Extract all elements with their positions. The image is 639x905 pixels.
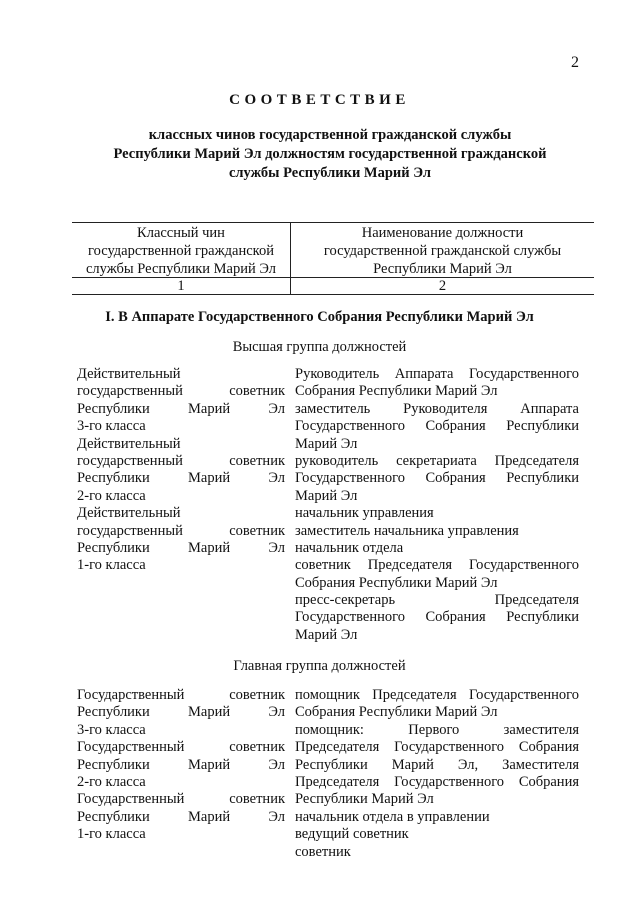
header-col2-line: Наименование должности	[361, 225, 524, 241]
rank-line: 3-го класса	[77, 418, 146, 435]
position-line: начальник отдела	[295, 539, 404, 556]
rank-line: Республики Марий Эл	[77, 756, 285, 773]
position-line: Собрания Республики Марий Эл	[295, 574, 498, 591]
position-line: Марий Эл	[295, 435, 358, 452]
position-line: заместитель Руководителя Аппарата	[295, 400, 579, 417]
group-title-higher: Высшая группа должностей	[232, 339, 407, 355]
rank-line: Республики Марий Эл	[77, 470, 285, 487]
position-line: Председателя Государственного Собрания	[295, 739, 579, 756]
rank-line: Действительный	[77, 366, 181, 382]
rank-line: Государственный советник	[77, 791, 285, 808]
header-col1-line: государственной гражданской	[88, 243, 274, 259]
position-line: помощник Председателя Государственного	[295, 687, 579, 703]
position-line: Государственного Собрания Республики	[295, 470, 579, 487]
section-title: I. В Аппарате Государственного Собрания Республики Марий Эл	[105, 309, 534, 325]
position-line: помощник: Первого заместителя	[295, 721, 579, 738]
header-col2-line: Республики Марий Эл	[373, 261, 512, 277]
header-col1-line: службы Республики Марий Эл	[85, 261, 276, 277]
rank-line: государственный советник	[77, 522, 285, 539]
rank-line: государственный советник	[77, 383, 285, 400]
position-line: Собрания Республики Марий Эл	[295, 383, 498, 400]
rank-line: 1-го класса	[77, 826, 146, 843]
rank-line: 2-го класса	[77, 773, 146, 790]
header-col2-number: 2	[438, 278, 447, 294]
document-title: СООТВЕТСТВИЕ	[229, 92, 410, 108]
group-title-main: Главная группа должностей	[233, 658, 406, 674]
table-bottom-border	[72, 294, 594, 295]
header-col2-line: государственной гражданской службы	[323, 243, 562, 259]
header-col1	[72, 224, 290, 278]
rank-line: государственный советник	[77, 452, 285, 469]
header-col2	[291, 224, 594, 278]
position-line: советник Председателя Государственного	[295, 557, 579, 574]
header-col1-line: Классный чин	[137, 225, 225, 241]
document-subtitle	[60, 126, 600, 183]
position-line: пресс-секретарь Председателя	[295, 592, 579, 609]
rank-line: 1-го класса	[77, 557, 146, 574]
position-line: заместитель начальника управления	[295, 522, 519, 539]
rank-line: Государственный советник	[77, 739, 285, 756]
position-line: начальник отдела в управлении	[295, 808, 490, 825]
rank-line: Действительный	[77, 505, 181, 522]
group-higher-right-column	[295, 366, 579, 644]
position-line: Марий Эл	[295, 626, 358, 643]
rank-line: Республики Марий Эл	[77, 808, 285, 825]
subtitle-line: службы Республики Марий Эл	[228, 165, 432, 181]
group-main-right-column	[295, 687, 579, 861]
rank-line: Государственный советник	[77, 687, 285, 703]
rank-line: Республики Марий Эл	[77, 539, 285, 556]
rank-line: 3-го класса	[77, 721, 146, 738]
position-line: Марий Эл	[295, 487, 358, 504]
position-line: Председателя Государственного Собрания	[295, 773, 579, 790]
rank-line: Действительный	[77, 435, 181, 452]
position-line: руководитель секретариата Председателя	[295, 452, 579, 469]
position-line: советник	[295, 843, 351, 860]
rank-line: 2-го класса	[77, 487, 146, 504]
header-col1-number: 1	[177, 278, 185, 294]
position-line: ведущий советник	[295, 826, 409, 843]
position-line: Собрания Республики Марий Эл	[295, 704, 498, 721]
group-higher-left-column	[77, 366, 285, 575]
position-line: Республики Марий Эл, Заместителя	[295, 756, 579, 773]
position-line: Руководитель Аппарата Государственного	[295, 366, 579, 382]
subtitle-line: Республики Марий Эл должностям государственной гражданской	[113, 146, 547, 162]
position-line: начальник управления	[295, 505, 434, 522]
rank-line: Республики Марий Эл	[77, 704, 285, 721]
rank-line: Республики Марий Эл	[77, 400, 285, 417]
group-main-left-column	[77, 687, 285, 844]
position-line: Республики Марий Эл	[295, 791, 434, 808]
position-line: Государственного Собрания Республики	[295, 418, 579, 435]
page-number: 2	[571, 54, 579, 71]
position-line: Государственного Собрания Республики	[295, 609, 579, 626]
table-top-border	[72, 222, 594, 223]
subtitle-line: классных чинов государственной гражданской службы	[148, 127, 512, 143]
